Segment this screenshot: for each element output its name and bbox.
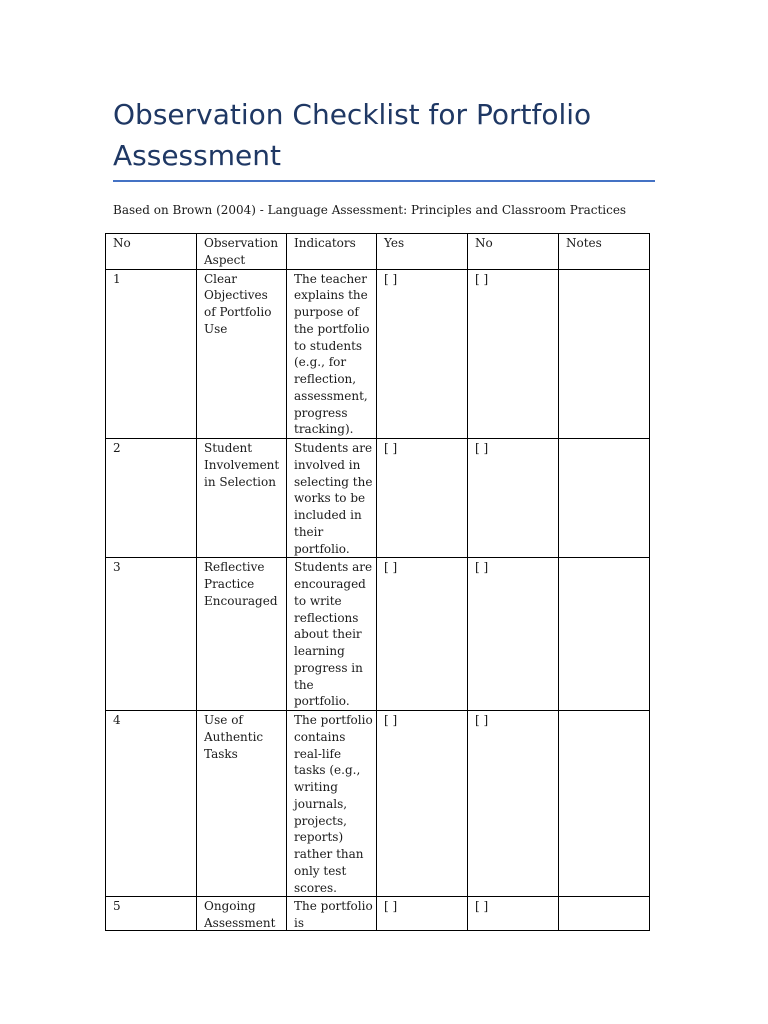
indicator — [287, 897, 377, 931]
observation-checklist-table — [105, 233, 650, 931]
source-citation: Based on Brown (2004) - Language Assessment: Principles and Classroom Practices — [113, 203, 627, 217]
no-checkbox[interactable]: [ ] — [468, 558, 559, 711]
table-header-row — [106, 234, 650, 270]
notes-cell[interactable] — [559, 897, 650, 931]
indicator: Students are encouraged to write reflections about their learning progress in the portfolio. — [287, 558, 377, 711]
yes-checkbox[interactable]: [ ] — [377, 897, 468, 931]
header-no: No — [106, 234, 197, 270]
indicator-text: The portfolio is — [294, 899, 373, 930]
row-number: 1 — [106, 269, 197, 439]
header-observation-aspect: Observation Aspect — [197, 234, 287, 270]
yes-checkbox[interactable]: [ ] — [377, 269, 468, 439]
observation-aspect: Use of Authentic Tasks — [197, 711, 287, 897]
notes-cell[interactable] — [559, 558, 650, 711]
table-row — [106, 897, 650, 931]
no-checkbox[interactable]: [ ] — [468, 439, 559, 558]
observation-aspect-text: Ongoing Assessment — [204, 899, 276, 930]
row-number: 5 — [106, 897, 197, 931]
no-checkbox[interactable]: [ ] — [468, 269, 559, 439]
table-row — [106, 269, 650, 439]
yes-checkbox[interactable]: [ ] — [377, 711, 468, 897]
observation-aspect — [197, 897, 287, 931]
indicator: The teacher explains the purpose of the portfolio to students (e.g., for reflection, assessment, progress tracking). — [287, 269, 377, 439]
header-indicators: Indicators — [287, 234, 377, 270]
table-row — [106, 711, 650, 897]
table-row — [106, 558, 650, 711]
header-notes: Notes — [559, 234, 650, 270]
no-checkbox[interactable]: [ ] — [468, 711, 559, 897]
document-title: Observation Checklist for Portfolio Assessment — [113, 98, 592, 172]
indicator: The portfolio contains real-life tasks (e.g., writing journals, projects, reports) rather than only test scores. — [287, 711, 377, 897]
title-underline — [113, 180, 655, 182]
yes-checkbox[interactable]: [ ] — [377, 439, 468, 558]
notes-cell[interactable] — [559, 711, 650, 897]
no-checkbox[interactable]: [ ] — [468, 897, 559, 931]
notes-cell[interactable] — [559, 439, 650, 558]
observation-aspect: Student Involvement in Selection — [197, 439, 287, 558]
indicator: Students are involved in selecting the works to be included in their portfolio. — [287, 439, 377, 558]
row-number: 4 — [106, 711, 197, 897]
observation-aspect: Reflective Practice Encouraged — [197, 558, 287, 711]
table-row — [106, 439, 650, 558]
header-no-answer: No — [468, 234, 559, 270]
row-number: 3 — [106, 558, 197, 711]
notes-cell[interactable] — [559, 269, 650, 439]
header-yes: Yes — [377, 234, 468, 270]
row-number: 2 — [106, 439, 197, 558]
yes-checkbox[interactable]: [ ] — [377, 558, 468, 711]
observation-aspect: Clear Objectives of Portfolio Use — [197, 269, 287, 439]
